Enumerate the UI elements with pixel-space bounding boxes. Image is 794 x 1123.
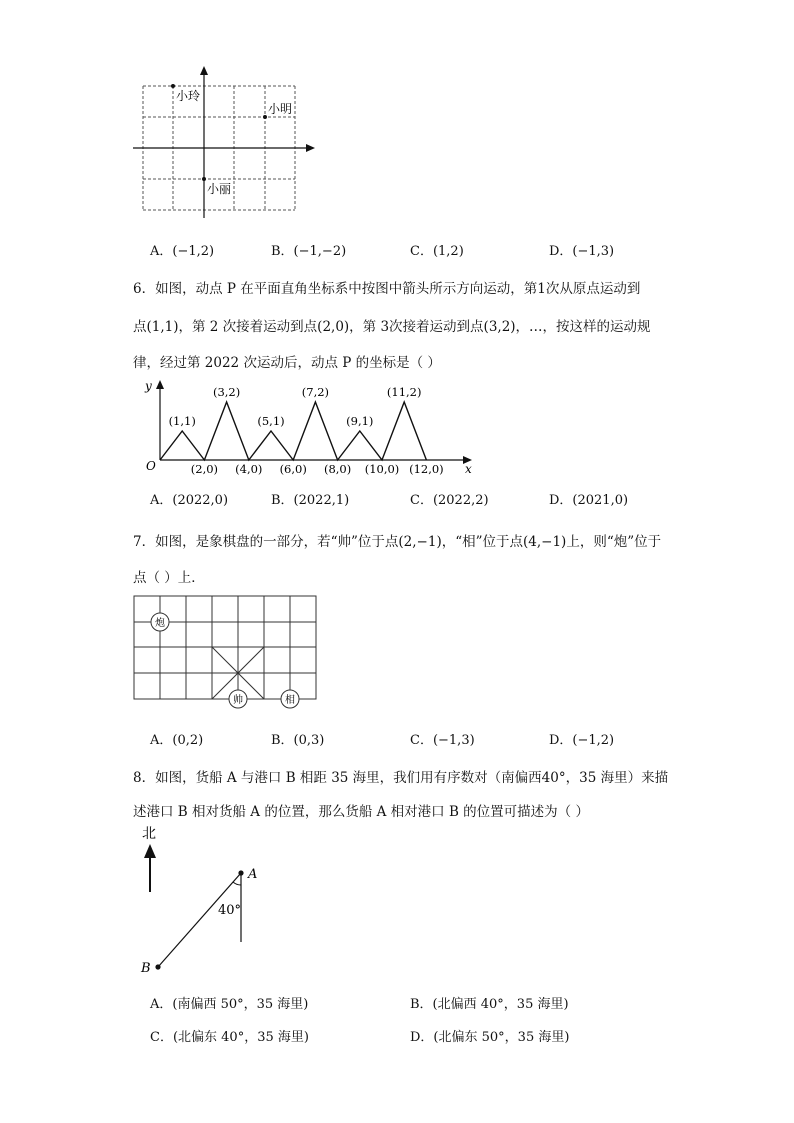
q7-option-b[interactable]: B．(0,3) (271, 733, 325, 748)
q5-option-a[interactable]: A．(−1,2) (150, 244, 215, 259)
q5-option-c[interactable]: C．(1,2) (410, 244, 464, 259)
q6-text-line-3: 律，经过第 2022 次运动后，动点 P 的坐标是（ ） (133, 355, 441, 371)
point-label: (3,2) (212, 385, 241, 399)
q8-text-line-1: 8．如图，货船 A 与港口 B 相距 35 海里，我们用有序数对（南偏西40°，35 海里）来描 (133, 770, 669, 786)
angle-label: 40° (218, 903, 242, 918)
q6-option-d[interactable]: D．(2021,0) (549, 493, 629, 508)
q8-option-b[interactable]: B．(北偏西 40°，35 海里) (410, 997, 569, 1012)
q6-option-c[interactable]: C．(2022,2) (410, 493, 489, 508)
point-label: (2,0) (190, 462, 219, 476)
xiaoling-label: 小玲 (176, 89, 201, 103)
svg-text:炮: 炮 (155, 618, 165, 629)
q8-option-a[interactable]: A．(南偏西 50°，35 海里) (150, 997, 309, 1012)
point-label: (6,0) (279, 462, 307, 476)
q5-option-b[interactable]: B．(−1,−2) (271, 244, 347, 259)
xiaoming-label: 小明 (268, 102, 293, 116)
q6-zigzag-chart (140, 376, 480, 476)
point-label: (11,2) (386, 385, 422, 399)
xiaoling-point (171, 84, 175, 88)
q6-option-b[interactable]: B．(2022,1) (271, 493, 350, 508)
point-label: (10,0) (364, 462, 400, 476)
x-axis-label: x (465, 462, 472, 476)
q8-option-c[interactable]: C．(北偏东 40°，35 海里) (150, 1030, 309, 1045)
label-b: B (141, 961, 151, 976)
xiaoli-point (202, 177, 206, 181)
label-a: A (248, 867, 258, 882)
point-label: (1,1) (168, 414, 196, 428)
q7-option-a[interactable]: A．(0,2) (150, 733, 204, 748)
xiaoli-label: 小丽 (207, 182, 232, 196)
north-label: 北 (142, 826, 156, 842)
point-label: (8,0) (323, 462, 352, 476)
q7-chessboard (128, 590, 328, 710)
xiang-piece (281, 690, 299, 708)
pao-piece (151, 613, 169, 631)
q7-option-d[interactable]: D．(−1,2) (549, 733, 615, 748)
point-label: (9,1) (346, 414, 374, 428)
point-b (155, 964, 160, 969)
svg-text:帅: 帅 (233, 695, 243, 706)
point-label: (12,0) (409, 462, 444, 476)
point-label: (5,1) (257, 414, 285, 428)
motion-path (160, 402, 426, 460)
angle-arc (233, 882, 241, 885)
point-a (238, 870, 243, 875)
q6-text-line-1: 6．如图，动点 P 在平面直角坐标系中按图中箭头所示方向运动，第1次从原点运动到 (133, 281, 641, 297)
point-label: (7,2) (301, 385, 330, 399)
q7-option-c[interactable]: C．(−1,3) (410, 733, 475, 748)
q8-bearing-figure (130, 822, 280, 977)
q5-grid-figure (125, 62, 325, 222)
q5-option-d[interactable]: D．(−1,3) (549, 244, 615, 259)
y-axis-label: y (145, 379, 152, 393)
q8-option-d[interactable]: D．(北偏东 50°，35 海里) (410, 1030, 570, 1045)
q6-option-a[interactable]: A．(2022,0) (150, 493, 229, 508)
q8-text-line-2: 述港口 B 相对货船 A 的位置，那么货船 A 相对港口 B 的位置可描述为（ ） (133, 804, 589, 820)
segment-ab (158, 873, 241, 967)
point-label: (4,0) (235, 462, 263, 476)
north-arrow-icon (144, 844, 156, 858)
svg-text:相: 相 (285, 695, 295, 706)
xiaoming-point (263, 115, 267, 119)
q7-text-line-1: 7．如图，是象棋盘的一部分，若“帅”位于点(2,−1)，“相”位于点(4,−1)上，则“炮”位于 (133, 534, 662, 550)
shuai-piece (229, 690, 247, 708)
origin-label: O (146, 459, 156, 473)
q6-text-line-2: 点(1,1)，第 2 次接着运动到点(2,0)，第 3次接着运动到点(3,2)，…，按这样的运动规 (133, 319, 651, 335)
q7-text-line-2: 点（ ）上． (133, 570, 205, 586)
